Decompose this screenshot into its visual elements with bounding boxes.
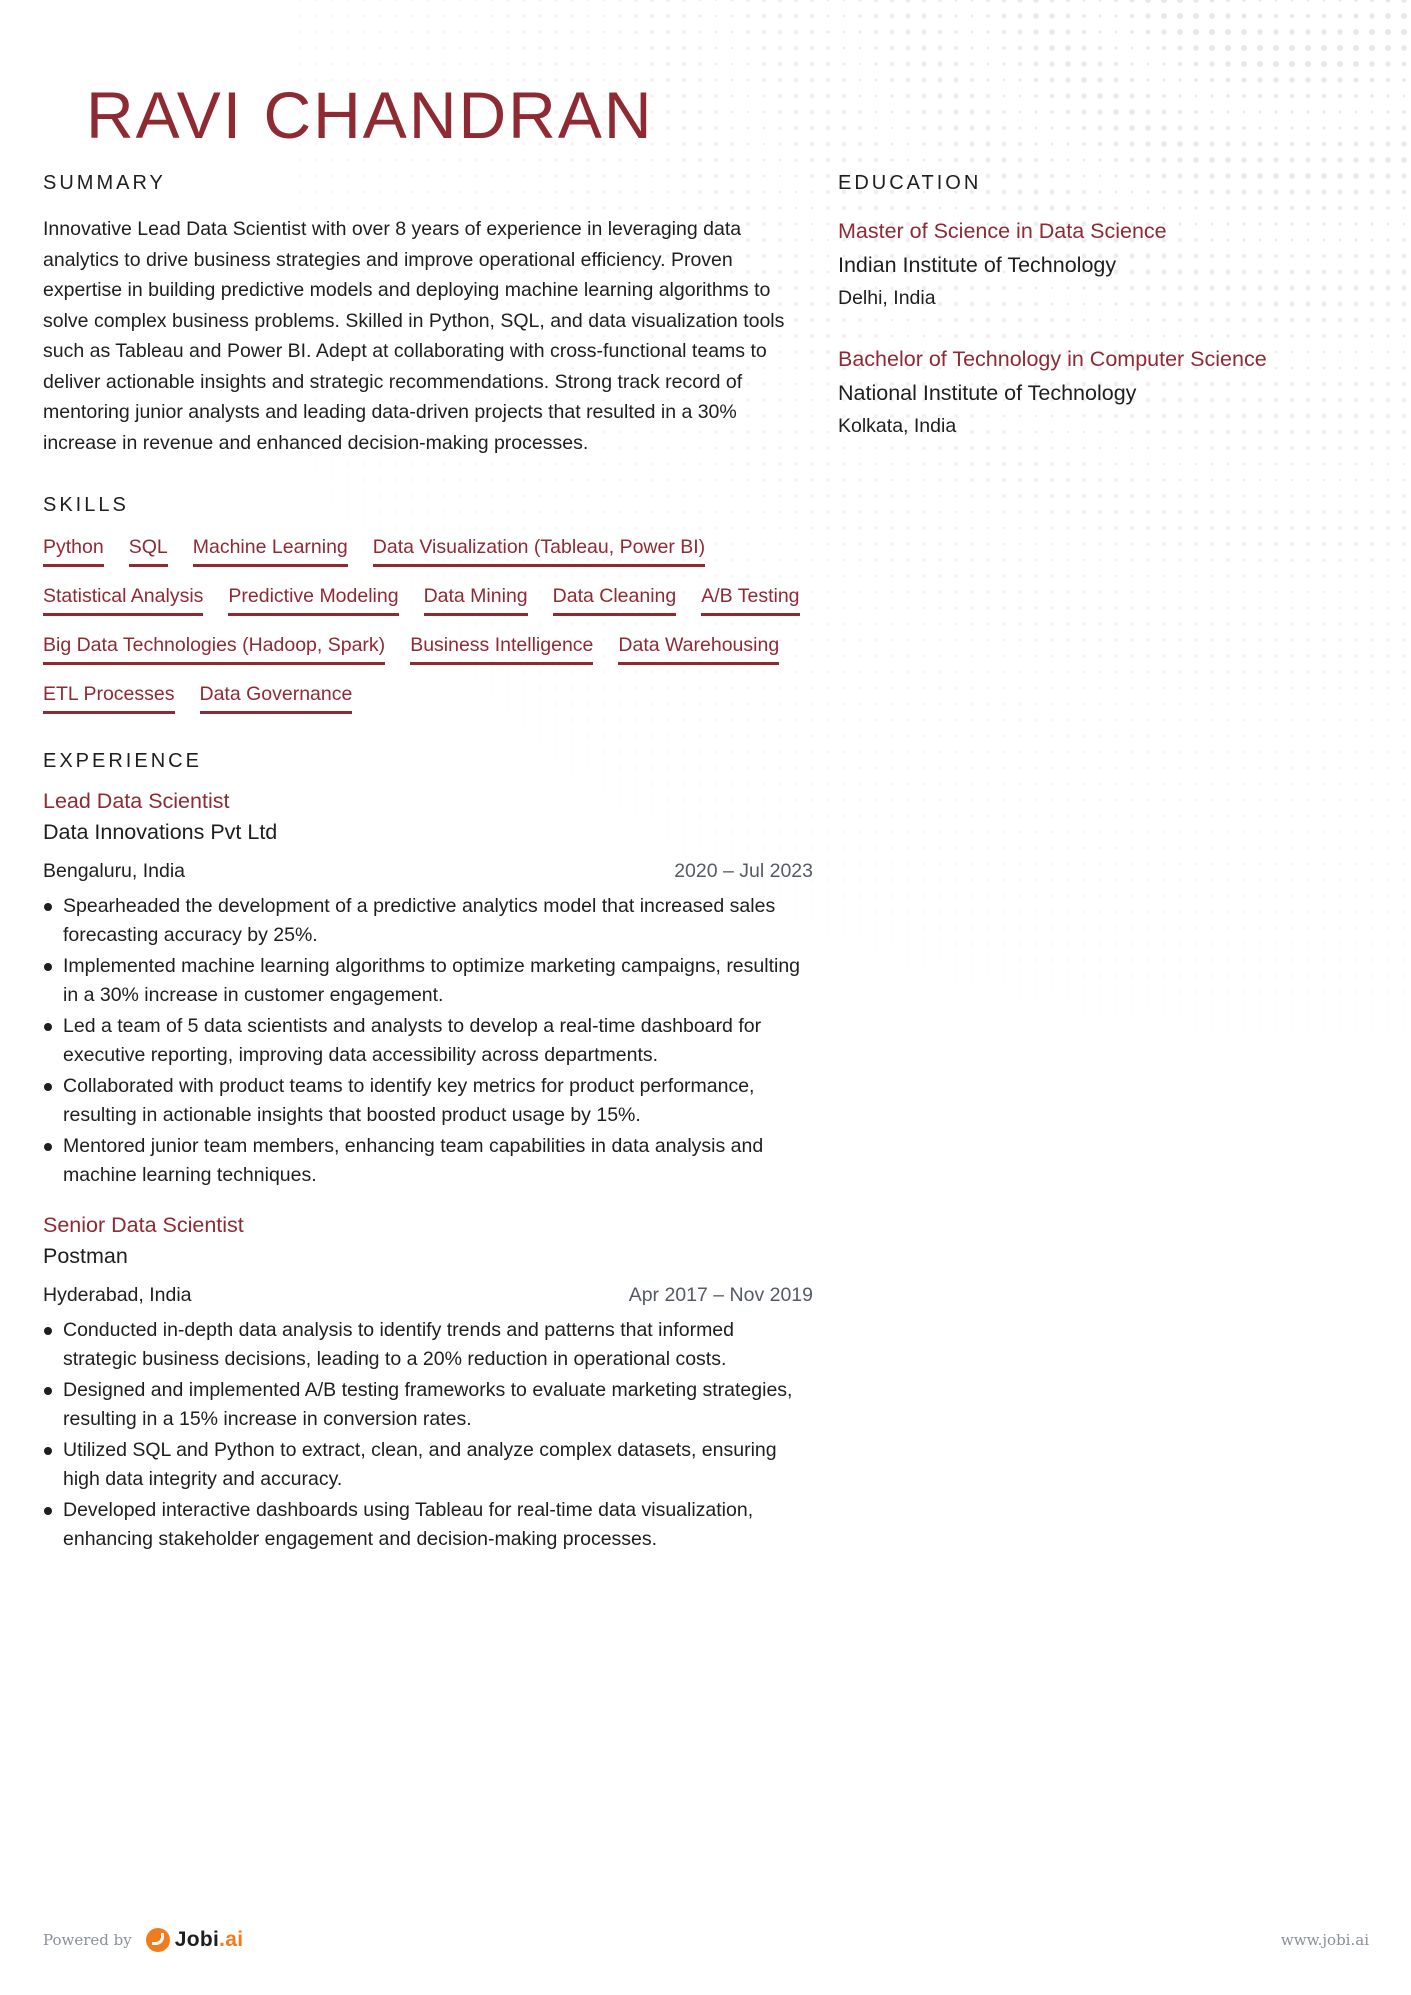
skill-tag: Data Governance bbox=[200, 681, 353, 714]
job-bullet: Developed interactive dashboards using Tableau for real-time data visualization, enhancing stakeholder engagement and decision-making processes. bbox=[43, 1496, 813, 1554]
summary-heading: SUMMARY bbox=[43, 172, 166, 194]
skill-tag: A/B Testing bbox=[701, 583, 799, 616]
education-section bbox=[838, 170, 1378, 442]
skill-tag: Python bbox=[43, 534, 104, 567]
education-entry bbox=[838, 214, 1378, 314]
education-heading: EDUCATION bbox=[838, 172, 982, 194]
education-location: Delhi, India bbox=[838, 287, 936, 309]
logo-text-main: Jobi bbox=[174, 1928, 220, 1951]
skill-tag: SQL bbox=[129, 534, 168, 567]
right-column bbox=[838, 170, 1378, 470]
skill-tag: Data Warehousing bbox=[618, 632, 779, 665]
job-location: Bengaluru, India bbox=[43, 860, 186, 882]
jobi-logo-icon bbox=[146, 1928, 170, 1952]
job-bullets bbox=[43, 892, 813, 1190]
job-meta bbox=[43, 1280, 813, 1310]
job-meta bbox=[43, 856, 813, 886]
job-entry bbox=[43, 786, 813, 1190]
job-bullet: Designed and implemented A/B testing frameworks to evaluate marketing strategies, resulting in a 15% increase in conversion rates. bbox=[43, 1376, 813, 1434]
skill-tag: Predictive Modeling bbox=[228, 583, 398, 616]
job-bullet: Collaborated with product teams to identify key metrics for product performance, resulting in actionable insights that boosted product usage by 15%. bbox=[43, 1072, 813, 1130]
education-school: Indian Institute of Technology bbox=[838, 253, 1117, 277]
skill-tag: ETL Processes bbox=[43, 681, 175, 714]
summary-text: Innovative Lead Data Scientist with over 8 years of experience in leveraging data analytics to drive business strategies and improve operational efficiency. Proven expertise in building predictive models and deploying machine learning algorithms to solve complex business problems. Skilled in Python, SQL, and data visualization tools such as Tableau and Power BI. Adept at collaborating with cross-functional teams to deliver actionable insights and strategic recommendations. Strong track record of mentoring junior analysts and leading data-driven projects that resulted in a 30% increase in revenue and enhanced decision-making processes. bbox=[43, 218, 785, 454]
job-bullet: Mentored junior team members, enhancing team capabilities in data analysis and machine learning techniques. bbox=[43, 1132, 813, 1190]
job-bullet: Utilized SQL and Python to extract, clean, and analyze complex datasets, ensuring high data integrity and accuracy. bbox=[43, 1436, 813, 1494]
skill-tag: Big Data Technologies (Hadoop, Spark) bbox=[43, 632, 385, 665]
job-dates: 2020 – Jul 2023 bbox=[674, 860, 813, 882]
candidate-name: RAVI CHANDRAN bbox=[86, 78, 654, 152]
education-degree: Bachelor of Technology in Computer Science bbox=[838, 347, 1267, 371]
education-entry bbox=[838, 342, 1378, 442]
job-company: Data Innovations Pvt Ltd bbox=[43, 820, 278, 844]
left-column bbox=[43, 170, 813, 1574]
footer-branding bbox=[43, 1928, 243, 1952]
job-title: Senior Data Scientist bbox=[43, 1213, 244, 1237]
skills-section bbox=[43, 492, 813, 714]
skill-tag: Data Visualization (Tableau, Power BI) bbox=[373, 534, 705, 567]
job-title: Lead Data Scientist bbox=[43, 789, 230, 813]
skill-tag: Business Intelligence bbox=[410, 632, 593, 665]
job-bullet: Spearheaded the development of a predictive analytics model that increased sales forecasting accuracy by 25%. bbox=[43, 892, 813, 950]
skill-tag: Data Cleaning bbox=[553, 583, 677, 616]
job-bullets bbox=[43, 1316, 813, 1554]
skill-tag: Data Mining bbox=[424, 583, 528, 616]
job-bullet: Led a team of 5 data scientists and analysts to develop a real-time dashboard for executive reporting, improving data accessibility across departments. bbox=[43, 1012, 813, 1070]
job-location: Hyderabad, India bbox=[43, 1284, 192, 1306]
powered-by-label: Powered by bbox=[43, 1931, 132, 1949]
experience-heading: EXPERIENCE bbox=[43, 750, 202, 772]
job-entry bbox=[43, 1210, 813, 1554]
education-degree: Master of Science in Data Science bbox=[838, 219, 1167, 243]
logo-text-suffix: .ai bbox=[219, 1928, 244, 1951]
jobi-logo[interactable] bbox=[146, 1928, 244, 1952]
skills-heading: SKILLS bbox=[43, 494, 129, 516]
job-bullet: Implemented machine learning algorithms to optimize marketing campaigns, resulting in a 30% increase in customer engagement. bbox=[43, 952, 813, 1010]
skill-tag: Statistical Analysis bbox=[43, 583, 203, 616]
education-school: National Institute of Technology bbox=[838, 381, 1137, 405]
experience-section bbox=[43, 748, 813, 1554]
jobi-logo-text bbox=[175, 1928, 244, 1952]
job-bullet: Conducted in-depth data analysis to identify trends and patterns that informed strategic business decisions, leading to a 20% reduction in operational costs. bbox=[43, 1316, 813, 1374]
skill-tag: Machine Learning bbox=[193, 534, 348, 567]
skills-list bbox=[43, 534, 813, 714]
job-dates: Apr 2017 – Nov 2019 bbox=[628, 1284, 813, 1306]
footer-website-link[interactable]: www.jobi.ai bbox=[1280, 1931, 1369, 1949]
education-location: Kolkata, India bbox=[838, 415, 957, 437]
job-company: Postman bbox=[43, 1244, 128, 1268]
summary-section bbox=[43, 170, 813, 458]
